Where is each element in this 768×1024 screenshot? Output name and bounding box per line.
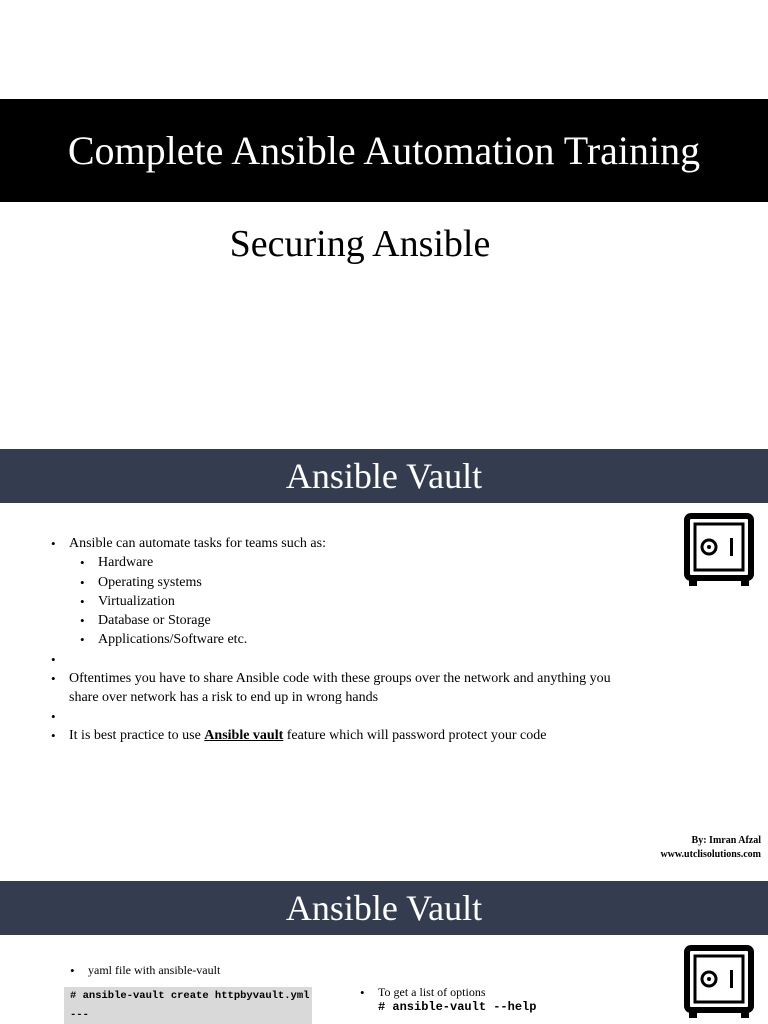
help-command: # ansible-vault --help [378, 1000, 537, 1014]
code-line: # ansible-vault create httpbyvault.yml [70, 990, 310, 1002]
slide2-heading: Ansible Vault [285, 456, 483, 496]
list-item: • yaml file with ansible-vault [70, 961, 330, 980]
credit-author: By: Imran Afzal [691, 835, 761, 846]
slide3-right-content [360, 985, 660, 1015]
title-banner [0, 99, 768, 202]
slide3-heading: Ansible Vault [285, 888, 483, 928]
list-item: • Hardware [80, 553, 611, 572]
safe-icon [684, 945, 754, 1020]
deck-subtitle: Securing Ansible [229, 223, 491, 265]
credit-site[interactable]: www.utclisolutions.com [660, 849, 761, 860]
slide2-header [0, 449, 768, 503]
bullet-teams: Ansible can automate tasks for teams such as: [69, 536, 326, 551]
safe-icon [684, 513, 754, 588]
team-list [69, 553, 611, 649]
spacer [51, 650, 611, 669]
list-item: • Virtualization [80, 592, 611, 611]
slide3-left-content [70, 961, 330, 980]
bullet-best-practice-suffix: feature which will password protect your code [283, 728, 547, 744]
options-hint: • To get a list of options [378, 985, 486, 999]
spacer [51, 707, 611, 726]
list-item [51, 726, 611, 745]
deck-title: Complete Ansible Automation Training [67, 128, 701, 173]
list-item: • Operating systems [80, 573, 611, 592]
bullet-best-practice-prefix: It is best practice to use [69, 728, 205, 744]
slide3-header [0, 881, 768, 935]
credit-block [660, 834, 761, 862]
list-item: • Database or Storage [80, 611, 611, 630]
list-item [51, 534, 611, 650]
list-item: • Applications/Software etc. [80, 630, 611, 649]
bullet-sharing-risk: Oftentimes you have to share Ansible code with these groups over the network and anything you share over network has a risk to end up in wrong hands [69, 670, 611, 706]
list-item [51, 669, 611, 708]
ansible-vault-link[interactable]: Ansible vault [204, 728, 284, 744]
slide2-content [51, 534, 611, 746]
list-item [360, 985, 660, 1015]
code-line: --- [70, 1009, 89, 1021]
code-block [64, 987, 312, 1024]
